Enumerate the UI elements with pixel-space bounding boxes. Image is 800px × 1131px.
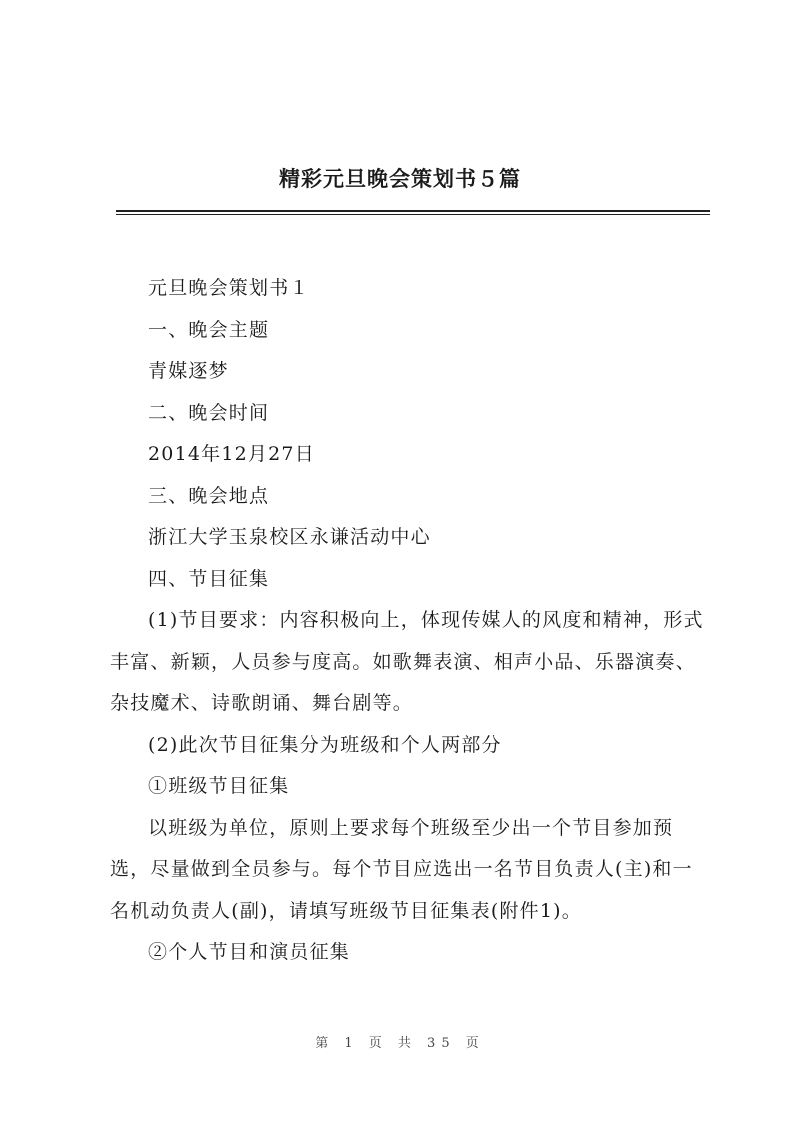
document-body [110, 268, 710, 974]
paragraph: 2014年12月27日 [148, 443, 315, 465]
document-title: 精彩元旦晚会策划书５篇 [279, 166, 521, 191]
title-divider-thin [116, 214, 710, 215]
subsection-heading: 三、晚会地点 [148, 484, 270, 507]
list-item-heading: ①班级节目征集 [148, 775, 290, 797]
subsection-heading: 一、晚会主题 [148, 318, 270, 341]
subsection-heading: 四、节目征集 [148, 567, 270, 590]
paragraph: 以班级为单位，原则上要求每个班级至少出一个节目参加预选，尽量做到全员参与。每个节目应选出一名节目负责人(主)和一名机动负责人(副)，请填写班级节目征集表(附件1)。 [110, 816, 693, 922]
paragraph: 青媒逐梦 [148, 360, 229, 382]
paragraph: (2)此次节目征集分为班级和个人两部分 [148, 733, 502, 756]
section-heading: 元旦晚会策划书１ [148, 277, 310, 299]
list-item-heading: ②个人节目和演员征集 [148, 941, 351, 963]
paragraph: 浙江大学玉泉校区永谦活动中心 [148, 526, 431, 548]
title-divider [116, 210, 710, 212]
subsection-heading: 二、晚会时间 [148, 401, 270, 424]
page-footer: 第 1 页 共 35 页 [315, 1036, 485, 1051]
paragraph: (1)节目要求：内容积极向上，体现传媒人的风度和精神，形式丰富、新颖，人员参与度高。如歌舞表演、相声小品、乐器演奏、杂技魔术、诗歌朗诵、舞台剧等。 [110, 609, 704, 714]
